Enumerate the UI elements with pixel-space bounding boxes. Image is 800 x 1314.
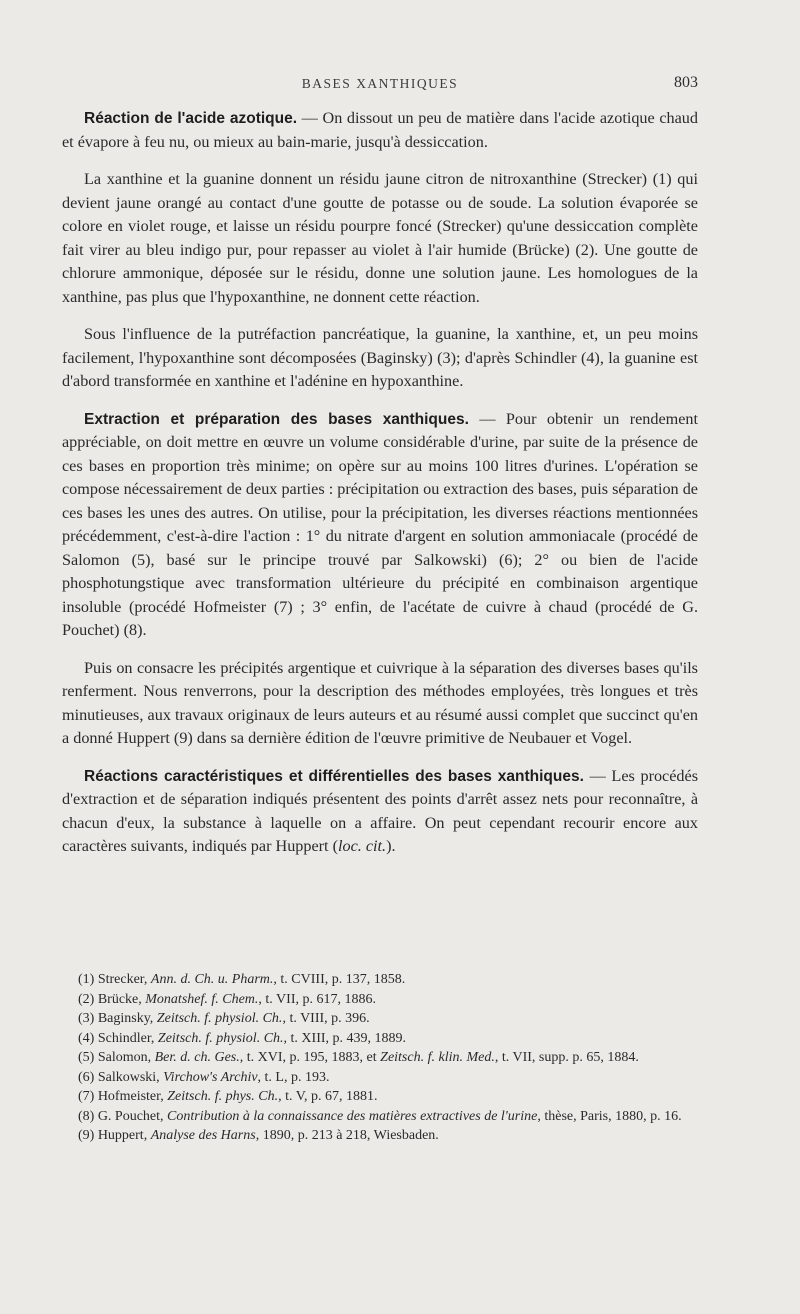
footnote-details: , t. CVIII, p. 137, 1858.: [273, 972, 406, 987]
footnote: [62, 1009, 698, 1029]
footnote-author: (5) Salomon,: [78, 1050, 155, 1065]
footnote-details: , 1890, p. 213 à 218, Wiesbaden.: [255, 1128, 439, 1143]
paragraph-text: — Pour obtenir un rendement appréciable, on doit mettre en œuvre un volume considérable d'urine, par suite de la présence de ces bases en proportion très minime; on opère sur au moins 100 litres d'urines. L'opération se compose nécessairement de deux parties : précipitation ou extraction des bases, puis séparation de ces bases les unes des autres. On utilise, pour la précipitation, les diverses réactions mentionnées précédemment, c'est-à-dire l'action : 1° du nitrate d'argent en solution ammoniacale (procédé de Salomon (5), basé sur le principe trouvé par Salkowski) (6); 2° ou bien de l'acide phosphotungstique avec transformation ultérieure du précipité en combinaison argentique insoluble (procédé Hofmeister (7) ; 3° enfin, de l'acétate de cuivre à chaud (procédé de G. Pouchet) (8).: [62, 409, 699, 639]
paragraph-separation: Puis on consacre les précipités argentique et cuivrique à la séparation des diverses bases qu'ils renferment. Nous renverrons, pour la description des méthodes employées, très longues et très minutieuses, aux travaux originaux de leurs auteurs et au résumé aussi complet que succinct qu'en a donné Huppert (9) dans sa dernière édition de l'œuvre primitive de Neubauer et Vogel.: [62, 658, 698, 747]
footnote-details: , t. L, p. 193.: [257, 1069, 330, 1085]
paragraph-text: — Les procédés d'extraction et de séparation indiqués présentent des points d'arrêt assez nets pour reconnaître, à chacun d'eux, la substance à laquelle on a affaire. On peut cependant recourir encore aux caractères suivants, indiqués par Huppert (: [62, 766, 698, 855]
footnote-author: (9) Huppert,: [78, 1128, 151, 1143]
paragraph-extraction: [62, 408, 698, 643]
paragraph-text: — On dissout un peu de matière dans l'acide azotique chaud et évapore à feu nu, ou mieux au bain-marie, jusqu'à dessiccation.: [62, 109, 698, 151]
footnote-details: , t. XIII, p. 439, 1889.: [283, 1030, 407, 1046]
footnote-journal: Ann. d. Ch. u. Pharm.: [150, 972, 274, 987]
footnote-author: (4) Schindler,: [78, 1030, 158, 1046]
heading-extraction: Extraction et préparation des bases xanthiques.: [84, 410, 469, 428]
page-header: [62, 70, 698, 100]
footnote: [62, 1048, 698, 1068]
heading-characteristic-reactions: Réactions caractéristiques et différentielles des bases xanthiques.: [84, 767, 584, 785]
footnote: [62, 1068, 698, 1088]
footnotes: [62, 970, 698, 1146]
footnote-journal: Analyse des Harns: [150, 1128, 256, 1143]
paragraph-characteristic-reactions: [62, 765, 698, 859]
footnote-details: , t. VIII, p. 396.: [282, 1011, 370, 1026]
footnote: [62, 990, 698, 1010]
footnote-author: (8) G. Pouchet,: [78, 1108, 168, 1124]
footnote: [62, 1107, 698, 1127]
footnote-journal: Zeitsch. f. klin. Med.: [380, 1050, 495, 1065]
footnote-author: (7) Hofmeister,: [78, 1089, 168, 1104]
footnote-details: , t. XVI, p. 195, 1883, et: [239, 1050, 381, 1065]
page-number: 803: [674, 74, 698, 91]
footnote: [62, 1029, 698, 1049]
footnote-journal: Monatshef. f. Chem.: [145, 991, 259, 1007]
paragraph-text-end: ).: [386, 837, 396, 855]
footnote-journal: Zeitsch. f. physiol. Ch.: [156, 1011, 283, 1026]
paragraph-putrefaction: Sous l'influence de la putréfaction pancréatique, la guanine, la xanthine, et, un peu moins facilement, l'hypoxanthine sont décomposées (Baginsky) (3); d'après Schindler (4), la guanine est d'abord transformée en xanthine et l'adénine en hypoxanthine.: [62, 325, 698, 390]
footnote-details: , t. VII, supp. p. 65, 1884.: [494, 1050, 639, 1065]
footnote-details: , t. V, p. 67, 1881.: [278, 1089, 378, 1104]
heading-azotic-reaction: Réaction de l'acide azotique.: [84, 110, 298, 127]
footnote-details: , t. VII, p. 617, 1886.: [258, 991, 376, 1007]
footnote-author: (1) Strecker,: [78, 972, 151, 987]
footnote: [62, 1126, 698, 1146]
running-title: BASES XANTHIQUES: [301, 76, 459, 91]
footnote: [62, 1087, 698, 1107]
footnote-details: , thèse, Paris, 1880, p. 16.: [537, 1108, 682, 1124]
body-text: [62, 107, 698, 873]
footnote-author: (3) Baginsky,: [78, 1011, 157, 1026]
footnote-journal: Contribution à la connaissance des matières extractives de l'urine: [167, 1108, 538, 1124]
footnote-journal: Zeitsch. f. physiol. Ch.: [157, 1030, 284, 1046]
italic-citation: loc. cit.: [338, 837, 387, 855]
paragraph-xanthine-guanine: La xanthine et la guanine donnent un résidu jaune citron de nitroxanthine (Strecker) (1) qui devient jaune orangé au contact d'une goutte de potasse ou de soude. La solution évaporée se colore en violet rouge, et laisse un résidu pourpre foncé (Strecker) qu'une dessiccation complète fait virer au bleu indigo pur, pour repasser au violet à l'air humide (Brücke) (2). Une goutte de chlorure ammonique, déposée sur le résidu, donne une solution jaune. Les homologues de la xanthine, pas plus que l'hypoxanthine, ne donnent cette réaction.: [62, 170, 698, 306]
footnote: [62, 970, 698, 990]
footnote-journal: Ber. d. ch. Ges.: [154, 1050, 240, 1065]
footnote-author: (6) Salkowski,: [78, 1069, 164, 1085]
footnote-journal: Zeitsch. f. phys. Ch.: [167, 1089, 279, 1104]
footnote-author: (2) Brücke,: [78, 991, 146, 1007]
footnote-journal: Virchow's Archiv: [163, 1069, 258, 1085]
paragraph-azotic-reaction: [62, 107, 698, 154]
